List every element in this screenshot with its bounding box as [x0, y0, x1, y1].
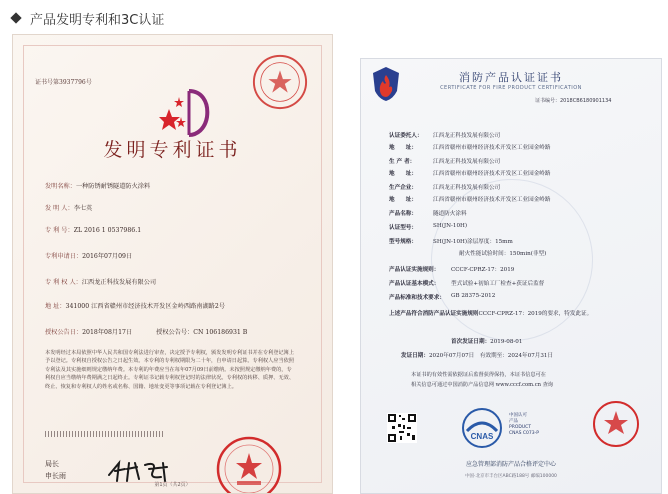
field-model-spec: 型号规格： SH(JN-10H)涂层厚度：15mm: [389, 239, 513, 245]
cnas-accreditation-text: 中国认可 产品 PRODUCT CNAS C073-P: [509, 413, 539, 436]
field-address: 地 址：341000 江西省赣州市经济技术开发区金岭西路南湖路2号: [45, 303, 225, 310]
certificate-title: 消防产品认证证书: [459, 71, 563, 84]
page-indicator: 第1页（共2页）: [154, 482, 191, 488]
field-client: 认证委托人： 江西龙正科技发展有限公司: [389, 133, 501, 139]
field-application-date: 专利申请日：2016年07月09日: [45, 253, 133, 260]
signatory-title: 局长: [45, 460, 59, 468]
certificate-number: 证书编号：2018CB6180901134: [535, 98, 612, 104]
field-standard: 产品标准和技术要求： GB 28375-2012: [389, 293, 496, 301]
field-patentee: 专 利 权 人：江西龙正科技发展有限公司: [45, 279, 157, 286]
field-issue-date: 发证日期：2020年07月07日 有效期至：2024年07月31日: [401, 353, 554, 359]
field-grant-date: 授权公告日：2018年08月17日 授权公告号：CN 106186931 B: [45, 329, 248, 336]
field-invention-name: 发明名称：一种防锈耐锈隧道防火涂料: [45, 183, 151, 190]
field-patent-number: 专 利 号：ZL 2016 1 0537986.1: [45, 227, 142, 234]
svg-text:CNAS: CNAS: [470, 432, 494, 441]
red-seal-icon: [251, 53, 309, 111]
section-title: 产品发明专利和3C认证: [30, 12, 165, 28]
notice-line-2: 相关信息可通过中国消防产品信息网 www.cccf.com.cn 查询: [411, 382, 553, 388]
field-implementation-rules: 产品认证实施规则： CCCF-CPRZ-17：2019: [389, 267, 515, 273]
field-manufacturer: 生产企业： 江西龙正科技发展有限公司: [389, 185, 501, 191]
field-manufacturer-address: 地 址： 江西省赣州市赣州经济技术开发区工业园金岭路: [389, 197, 551, 203]
invention-patent-certificate[interactable]: [12, 34, 333, 494]
field-product-name: 产品名称： 隧道防火涂料: [389, 211, 467, 217]
qr-code-icon: [387, 413, 417, 443]
field-producer: 生 产 者： 江西龙正科技发展有限公司: [389, 159, 501, 165]
certificate-subtitle: CERTIFICATE FOR FIRE PRODUCT CERTIFICATION: [440, 85, 582, 91]
signatory-name: 申长雨: [45, 472, 66, 480]
certification-center-red-seal-icon: [591, 399, 641, 449]
certificate-number: 证书号第3937796号: [35, 79, 92, 86]
field-inventor: 发 明 人：李七英: [45, 205, 93, 212]
barcode-strip: [45, 431, 165, 437]
fire-product-certificate[interactable]: 消防产品认证证书 CERTIFICATE FOR FIRE PRODUCT CERTIFICATION 证书编号：2018CB6180901134 认证委托人： 江西龙正科技发展有限公司 地 址： 江西省赣州市赣州经济技术开发区工业园金岭路 生 产 者： 江西龙正科技发展有限公司 地 址： 江西省赣州市赣州经济技术开发区工业园金岭路 生产企业： 江西龙正科技发展有限公司 地 址： 江西省赣州市赣州经济技术开发区工业园金岭路 产品名称： 隧道防火涂料 认证型号： SH(JN-10H) 型号规格： SH(JN-10H)涂层厚度：15mm 耐火性能试验时间：150min(非型) 产品认证实施规则： CCCF-CPRZ-17：2019 产品认证基本模式： 型式试验+初始工厂检查+获证后监督 产品标准和技术要求： GB 28375-2012 上述产品符合消防产品认证实施规则CCCF-CPRZ-17：2019的要求，特发此证。 首次发证日期：2019-08-01 发证日期：2020年07月07日 有效期至：2024年07月31日 本证书的有效性需依据证后监督获得保持，本证书信息可在 相关信息可通过中国消防产品信息网 www.cccf.com.cn 查询 CNAS 中国认可 产品 PRODUCT CNAS C073-P 应急管理部消防产品合格评定中心 中国·北京市丰台区ABC路188号 邮编100000: [360, 58, 662, 494]
notice-line-1: 本证书的有效性需依据证后监督获得保持，本证书信息可在: [411, 372, 546, 378]
certificate-body-text: 本发明经过本局依照中华人民共和国专利法进行审查，决定授予专利权，颁发发明专利证书并在专利登记簿上予以登记。专利权自授权公告之日起生效。本专利的专利权期限为二十年，自申请日起算。专利权人应当依照专利法及其实施细则规定缴纳年费。本专利的年费应当在每年07月09日前缴纳。未按照规定缴纳年费的，专利权自应当缴纳年费期满之日起终止。专利证书记载专利权登记时的法律状况。专利权的转移、质押、无效、终止、恢复和专利权人的姓名或名称、国籍、地址变更等事项记载在专利登记簿上。: [45, 350, 295, 390]
authority-address: 中国·北京市丰台区ABC路188号 邮编100000: [465, 474, 557, 479]
patent-office-emblem-icon: [159, 87, 219, 139]
cnas-accreditation-logo-icon: [461, 407, 503, 449]
field-cert-model: 认证型号： SH(JN-10H): [389, 223, 468, 231]
section-header: [12, 8, 164, 28]
issuing-authority: 应急管理部消防产品合格评定中心: [465, 461, 556, 468]
certificate-title: 发明专利证书: [103, 139, 242, 161]
diamond-bullet-icon: [10, 12, 21, 23]
field-client-address: 地 址： 江西省赣州市赣州经济技术开发区工业园金岭路: [389, 145, 551, 151]
field-first-issue-date: 首次发证日期：2019-08-01: [451, 339, 523, 345]
field-producer-address: 地 址： 江西省赣州市赣州经济技术开发区工业园金岭路: [389, 171, 551, 177]
field-conformity-statement: 上述产品符合消防产品认证实施规则CCCF-CPRZ-17：2019的要求，特发此证。: [389, 311, 593, 317]
field-basic-mode: 产品认证基本模式： 型式试验+初始工厂检查+获证后监督: [389, 281, 545, 287]
